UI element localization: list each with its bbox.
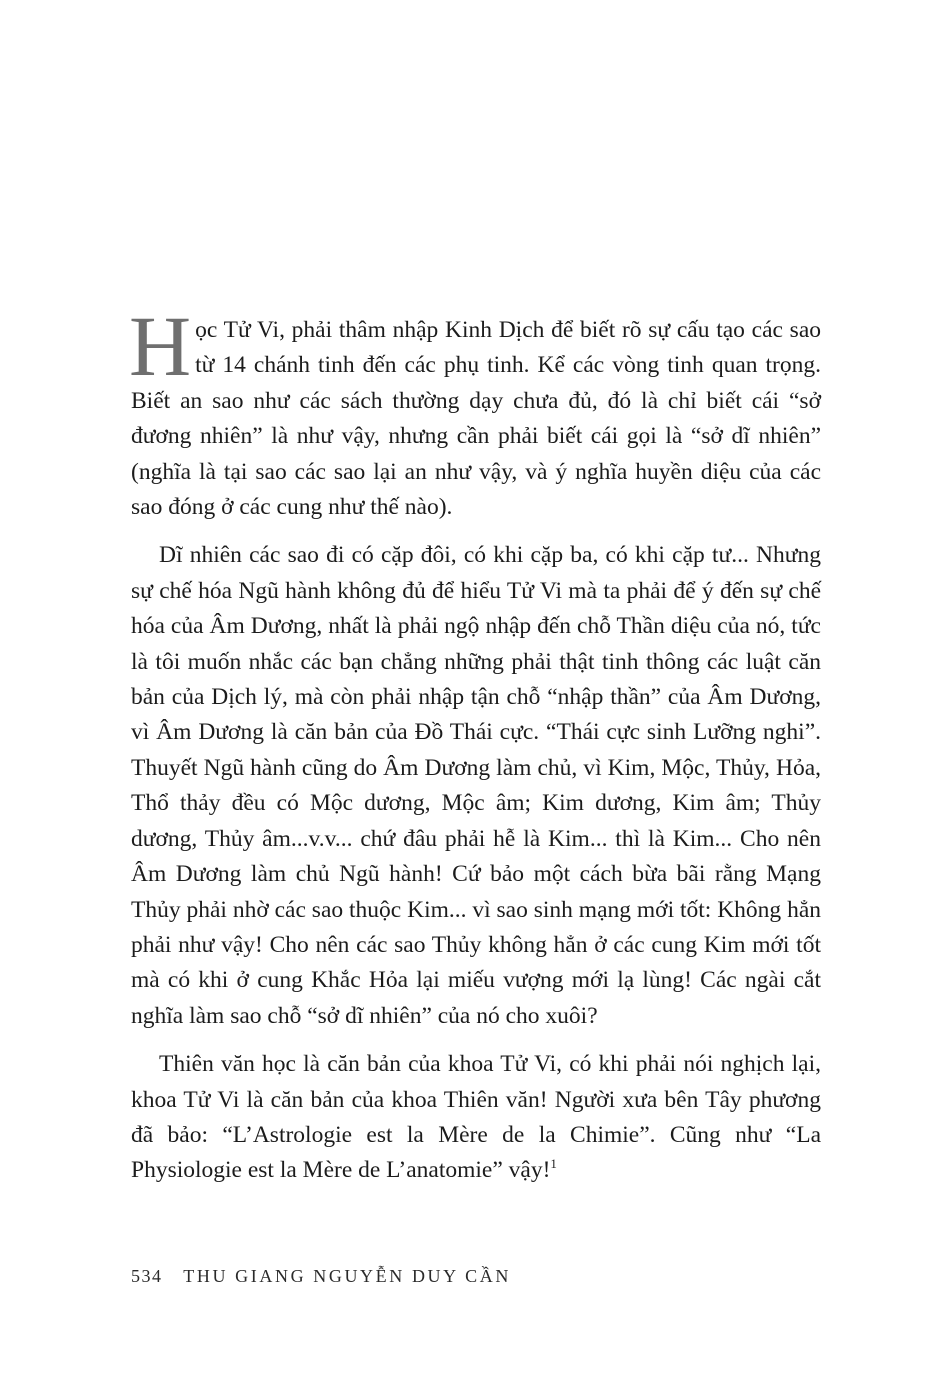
footnote-marker[interactable]: 1 (550, 1156, 557, 1172)
paragraph-1-text: ọc Tử Vi, phải thâm nhập Kinh Dịch để biết rõ sự cấu tạo các sao từ 14 chánh tinh đến các phụ tinh. Kể các vòng tinh quan trọng. Biết an sao như các sách thường dạy chưa đủ, đó là chỉ biết cái “sở đương nhiên” là như vậy, nhưng cần phải biết cái gọi là “sở dĩ nhiên” (nghĩa là tại sao các sao lại an như vậy, và ý nghĩa huyền diệu của các sao đóng ở các cung như thế nào). (131, 317, 821, 521)
page-footer (131, 1266, 511, 1287)
paragraph-2 (131, 538, 821, 1034)
paragraph-3-text: Thiên văn học là căn bản của khoa Tử Vi, có khi phải nói nghịch lại, khoa Tử Vi là căn bản của khoa Thiên văn! Người xưa bên Tây phương đã bảo: “L’Astrologie est la Mère de la Chimie”. Cũng như “La Physiologie est la Mère de L’anatomie” vậy! (131, 1051, 821, 1184)
body-text (131, 296, 821, 1189)
paragraph-3 (131, 1047, 821, 1189)
author-running-head: THU GIANG NGUYỄN DUY CẦN (183, 1266, 511, 1286)
paragraph-1 (131, 296, 821, 525)
page-number: 534 (131, 1266, 163, 1286)
drop-cap: H (129, 298, 192, 394)
paragraph-2-text: Dĩ nhiên các sao đi có cặp đôi, có khi cặp ba, có khi cặp tư... Nhưng sự chế hóa Ngũ hành không đủ để hiểu Tử Vi mà ta phải để ý đến sự chế hóa của Âm Dương, nhất là phải ngộ nhập đến chỗ Thần diệu của nó, tức là tôi muốn nhắc các bạn chẳng những phải thật tinh thông các luật căn bản của Dịch lý, mà còn phải nhập tận chỗ “nhập thần” của Âm Dương, vì Âm Dương là căn bản của Đồ Thái cực. “Thái cực sinh Lưỡng nghi”. Thuyết Ngũ hành cũng do Âm Dương làm chủ, vì Kim, Mộc, Thủy, Hỏa, Thổ thảy đều có Mộc dương, Mộc âm; Kim dương, Kim âm; Thủy dương, Thủy âm...v.v... chứ đâu phải hễ là Kim... thì là Kim... Cho nên Âm Dương làm chủ Ngũ hành! Cứ bảo một cách bừa bãi rằng Mạng Thủy phải nhờ các sao thuộc Kim... vì sao sinh mạng mới tốt: Không hẳn phải như vậy! Cho nên các sao Thủy không hẳn ở các cung Kim mới tốt mà có khi ở cung Khắc Hỏa lại miếu vượng mới lạ lùng! Các ngài cắt nghĩa làm sao chỗ “sở dĩ nhiên” của nó cho xuôi? (131, 542, 821, 1029)
